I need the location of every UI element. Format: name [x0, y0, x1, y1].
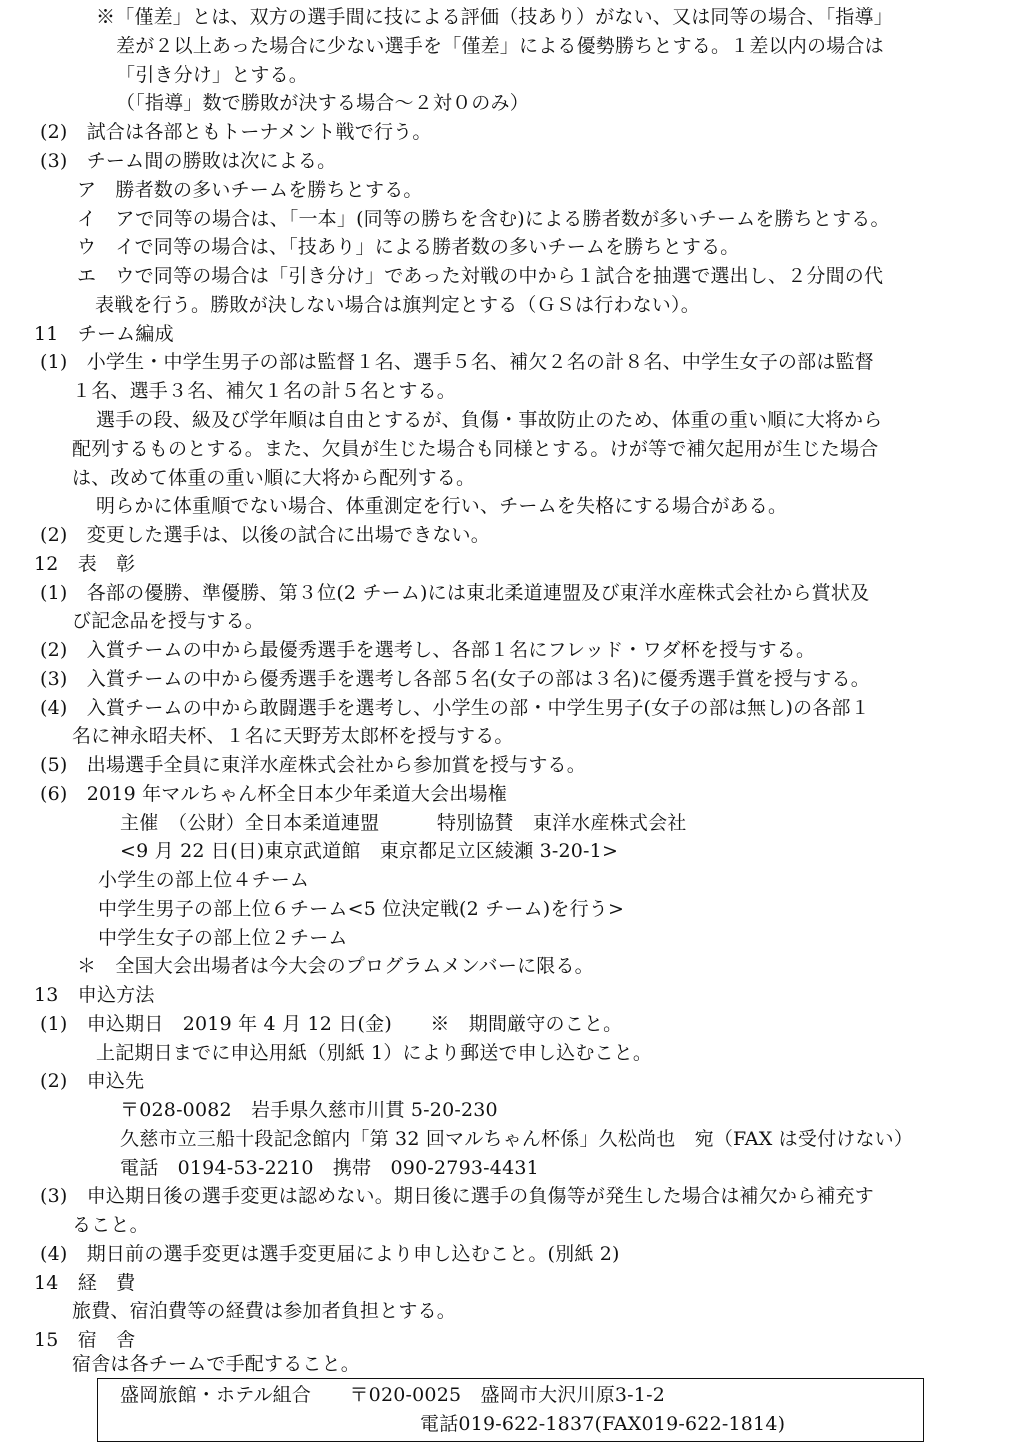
sub-item-u: ウ イで同等の場合は、「技あり」による勝者数の多いチームを勝ちとする。: [77, 236, 740, 258]
item-13-2: (2) 申込先: [40, 1070, 145, 1092]
item-11-1: (1) 小学生・中学生男子の部は監督１名、選手５名、補欠２名の計８名、中学生女子の部は監督: [40, 351, 874, 373]
section-13-heading: 13 申込方法: [34, 984, 155, 1006]
item-13-3: (3) 申込期日後の選手変更は認めない。期日後に選手の負傷等が発生した場合は補欠から補充す: [40, 1185, 874, 1207]
item-12-2: (2) 入賞チームの中から最優秀選手を選考し、各部１名にフレッド・ワダ杯を授与する。: [40, 639, 816, 661]
item-11-1-cont: １名、選手３名、補欠１名の計５名とする。: [72, 380, 457, 402]
item-10-3: (3) チーム間の勝敗は次による。: [40, 150, 337, 172]
item-12-6-note: ＊ 全国大会出場者は今大会のプログラムメンバーに限る。: [77, 955, 594, 977]
item-13-2-phone: 電話 0194-53-2210 携帯 090-2793-4431: [120, 1157, 539, 1179]
item-13-1-cont: 上記期日までに申込用紙（別紙 1）により郵送で申し込むこと。: [96, 1042, 653, 1064]
note-line-3: 「引き分け」とする。: [116, 64, 309, 86]
sub-item-a: ア 勝者数の多いチームを勝ちとする。: [77, 179, 423, 201]
item-12-4-cont: 名に神永昭夫杯、１名に天野芳太郎杯を授与する。: [72, 725, 514, 747]
note-line-2: 差が２以上あった場合に少ない選手を「僅差」による優勢勝ちとする。１差以内の場合は: [116, 35, 884, 57]
item-12-1: (1) 各部の優勝、準優勝、第３位(2 チーム)には東北柔道連盟及び東洋水産株式会社から賞状及: [40, 582, 870, 604]
sub-item-e-cont: 表戦を行う。勝敗が決しない場合は旗判定とする（ＧＳは行わない）。: [95, 294, 700, 316]
item-11-para-1: 選手の段、級及び学年順は自由とするが、負傷・事故防止のため、体重の重い順に大将から: [96, 409, 883, 431]
item-12-6-junior-boys: 中学生男子の部上位６チーム<5 位決定戦(2 チーム)を行う>: [98, 898, 625, 920]
sub-item-i: イ アで同等の場合は、「一本」(同等の勝ちを含む)による勝者数が多いチームを勝ちとする。: [77, 208, 890, 230]
section-14-body: 旅費、宿泊費等の経費は参加者負担とする。: [72, 1300, 457, 1322]
hotel-union-line-1: 盛岡旅館・ホテル組合 〒020-0025 盛岡市大沢川原3-1-2: [120, 1384, 665, 1406]
section-14-heading: 14 経 費: [34, 1272, 136, 1294]
section-11-heading: 11 チーム編成: [34, 323, 174, 345]
item-12-6-elementary: 小学生の部上位４チーム: [98, 869, 310, 891]
item-11-para-2: 配列するものとする。また、欠員が生じた場合も同様とする。けが等で補欠起用が生じた場合: [72, 438, 879, 460]
section-12-heading: 12 表 彰: [34, 553, 136, 575]
item-13-4: (4) 期日前の選手変更は選手変更届により申し込むこと。(別紙 2): [40, 1243, 620, 1265]
item-13-2-recipient: 久慈市立三船十段記念館内「第 32 回マルちゃん杯係」久松尚也 宛（FAX は受付けない）: [120, 1128, 914, 1150]
item-10-2: (2) 試合は各部ともトーナメント戦で行う。: [40, 121, 432, 143]
item-12-3: (3) 入賞チームの中から優秀選手を選考し各部５名(女子の部は３名)に優秀選手賞を授与する。: [40, 668, 870, 690]
item-13-3-cont: ること。: [72, 1214, 149, 1236]
item-11-para-4: 明らかに体重順でない場合、体重測定を行い、チームを失格にする場合がある。: [96, 495, 788, 517]
sub-item-e: エ ウで同等の場合は「引き分け」であった対戦の中から１試合を抽選で選出し、２分間の代: [77, 265, 884, 287]
item-12-6: (6) 2019 年マルちゃん杯全日本少年柔道大会出場権: [40, 783, 507, 805]
hotel-union-box: [97, 1378, 924, 1442]
item-12-6-organizer: 主催 （公財）全日本柔道連盟 特別協賛 東洋水産株式会社: [120, 812, 687, 834]
note-line-1: ※「僅差」とは、双方の選手間に技による評価（技あり）がない、又は同等の場合、「指導」: [96, 6, 893, 28]
item-12-1-cont: び記念品を授与する。: [72, 610, 265, 632]
item-12-6-venue: <9 月 22 日(日)東京武道館 東京都足立区綾瀬 3-20-1>: [120, 840, 619, 862]
item-13-2-address: 〒028-0082 岩手県久慈市川貫 5-20-230: [120, 1099, 498, 1121]
item-12-5: (5) 出場選手全員に東洋水産株式会社から参加賞を授与する。: [40, 754, 586, 776]
section-15-heading: 15 宿 舎: [34, 1329, 136, 1351]
item-13-1: (1) 申込期日 2019 年 4 月 12 日(金) ※ 期間厳守のこと。: [40, 1013, 623, 1035]
item-11-2: (2) 変更した選手は、以後の試合に出場できない。: [40, 524, 490, 546]
item-12-4: (4) 入賞チームの中から敢闘選手を選考し、小学生の部・中学生男子(女子の部は無し)の各部１: [40, 697, 870, 719]
hotel-union-line-2: 電話019-622-1837(FAX019-622-1814): [420, 1413, 786, 1435]
note-line-4: （「指導」数で勝敗が決する場合～２対０のみ）: [116, 92, 529, 114]
section-15-body: 宿舎は各チームで手配すること。: [72, 1353, 361, 1375]
item-12-6-junior-girls: 中学生女子の部上位２チーム: [98, 927, 348, 949]
item-11-para-3: は、改めて体重の重い順に大将から配列する。: [72, 467, 476, 489]
